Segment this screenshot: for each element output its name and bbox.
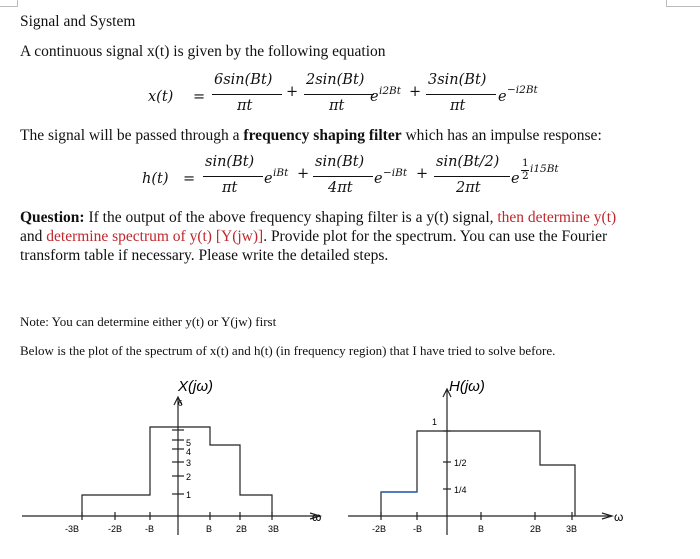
eq-h-num3: sin(Bt/2) xyxy=(436,154,500,170)
eq-h-exp2-base: e xyxy=(374,171,383,187)
eq-h-frac3-line xyxy=(434,176,510,177)
eq-h-den1: πt xyxy=(222,180,238,196)
eq-x-plus1: + xyxy=(286,84,299,100)
question-label: Question: xyxy=(20,209,85,226)
eq-h-exp3-frac-den: 2 xyxy=(522,170,529,182)
filter-text-a: The signal will be passed through a xyxy=(20,127,244,144)
frame-corner-left-tick xyxy=(17,0,18,7)
eq-x-den2: πt xyxy=(329,98,345,114)
eq-h-frac2-line xyxy=(313,176,373,177)
h-tick-3b: 3B xyxy=(566,524,578,534)
x-tick-b: B xyxy=(206,524,213,534)
eq-h-num1: sin(Bt) xyxy=(205,154,255,170)
x-y-tick-3: 3 xyxy=(186,458,192,468)
eq-h-num2: sin(Bt) xyxy=(315,154,365,170)
eq-x-den1: πt xyxy=(237,98,253,114)
x-tick-m3b: -3B xyxy=(65,524,80,534)
eq-h-den2: 4πt xyxy=(328,180,353,196)
filter-text-b: which has an impulse response: xyxy=(401,127,602,144)
filter-text xyxy=(20,126,602,145)
eq-x-frac2-line xyxy=(304,94,374,95)
eq-h-exp3: i15Bt xyxy=(530,163,559,175)
eq-h-equals: = xyxy=(183,171,196,187)
x-tick-m2b: -2B xyxy=(108,524,123,534)
eq-h-exp1-base: e xyxy=(264,171,273,187)
h-y-tick-quarter: 1/4 xyxy=(454,485,467,495)
eq-h-exp2: −iBt xyxy=(383,167,408,179)
intro-text: A continuous signal x(t) is given by the following equation xyxy=(20,43,386,60)
frame-corner-right-tick xyxy=(666,0,667,7)
filter-text-bold: frequency shaping filter xyxy=(243,127,402,144)
x-y-tick-5: 5 xyxy=(186,438,192,448)
eq-h-exp1: iBt xyxy=(273,167,289,179)
below-text: Below is the plot of the spectrum of x(t) and h(t) (in frequency region) that I have tried to solve before. xyxy=(20,343,556,358)
eq-x-lhs: x(t) xyxy=(148,89,174,105)
h-y-tick-half: 1/2 xyxy=(454,458,467,468)
frame-corner-left xyxy=(0,6,18,7)
question-line-1 xyxy=(20,208,616,227)
eq-x-plus2: + xyxy=(409,84,422,100)
x-axis-label: ω xyxy=(312,510,322,524)
x-plot-title: X(jω) xyxy=(178,378,214,395)
question-text-c: . Provide plot for the spectrum. You can use the Fourier xyxy=(263,228,608,245)
question-text-b: and xyxy=(20,228,47,245)
question-line-2 xyxy=(20,227,607,246)
frame-corner-right xyxy=(666,6,700,7)
question-text-a: If the output of the above frequency shaping filter is a y(t) signal, xyxy=(84,209,498,226)
eq-x-den3: πt xyxy=(450,98,466,114)
x-tick-3b: 3B xyxy=(268,524,280,534)
eq-h-exp3-frac-num: 1 xyxy=(522,157,529,169)
x-tick-mb: -B xyxy=(145,524,154,534)
question-red-b: determine spectrum of y(t) [Y(jw)] xyxy=(46,228,264,245)
eq-h-plus1: + xyxy=(297,166,310,182)
x-y-tick-2: 2 xyxy=(186,472,192,482)
x-tick-2b: 2B xyxy=(236,524,248,534)
h-tick-m2b: -2B xyxy=(372,524,387,534)
eq-h-plus2: + xyxy=(416,166,429,182)
x-y-tick-1: 1 xyxy=(186,490,192,500)
eq-x-frac1-line xyxy=(212,94,282,95)
eq-x-num1: 6sin(Bt) xyxy=(214,72,273,88)
eq-x-exp3: −i2Bt xyxy=(507,84,538,96)
note-text: Note: You can determine either y(t) or Y(jw) first xyxy=(20,314,277,329)
h-tick-2b: 2B xyxy=(530,524,542,534)
h-y-tick-1: 1 xyxy=(432,417,438,427)
eq-h-lhs: h(t) xyxy=(142,171,169,187)
eq-h-exp3-base: e xyxy=(511,171,520,187)
h-axis-label: ω xyxy=(614,510,624,524)
spectrum-sketch xyxy=(0,359,700,559)
x-y-tick-4: 4 xyxy=(186,447,192,457)
eq-x-exp2: i2Bt xyxy=(379,85,401,97)
eq-x-exp3-base: e xyxy=(498,89,507,105)
eq-x-equals: = xyxy=(193,89,206,105)
eq-x-frac3-line xyxy=(426,94,496,95)
eq-x-num2: 2sin(Bt) xyxy=(306,72,365,88)
h-plot-title: H(jω) xyxy=(449,378,485,395)
eq-x-exp2-base: e xyxy=(370,89,379,105)
heading: Signal and System xyxy=(20,13,136,30)
h-spectrum-trace xyxy=(381,431,575,516)
h-tick-mb: -B xyxy=(413,524,422,534)
h-spectrum-plot xyxy=(348,389,612,535)
question-red-a: then determine y(t) xyxy=(497,209,617,226)
x-spectrum-plot xyxy=(22,397,320,535)
question-line-3: transform table if necessary. Please write the detailed steps. xyxy=(20,247,389,264)
eq-h-den3: 2πt xyxy=(456,180,481,196)
eq-h-frac1-line xyxy=(203,176,263,177)
h-tick-b: B xyxy=(478,524,485,534)
eq-x-num3: 3sin(Bt) xyxy=(428,72,487,88)
x-y-tick-top: 6 xyxy=(178,399,183,408)
